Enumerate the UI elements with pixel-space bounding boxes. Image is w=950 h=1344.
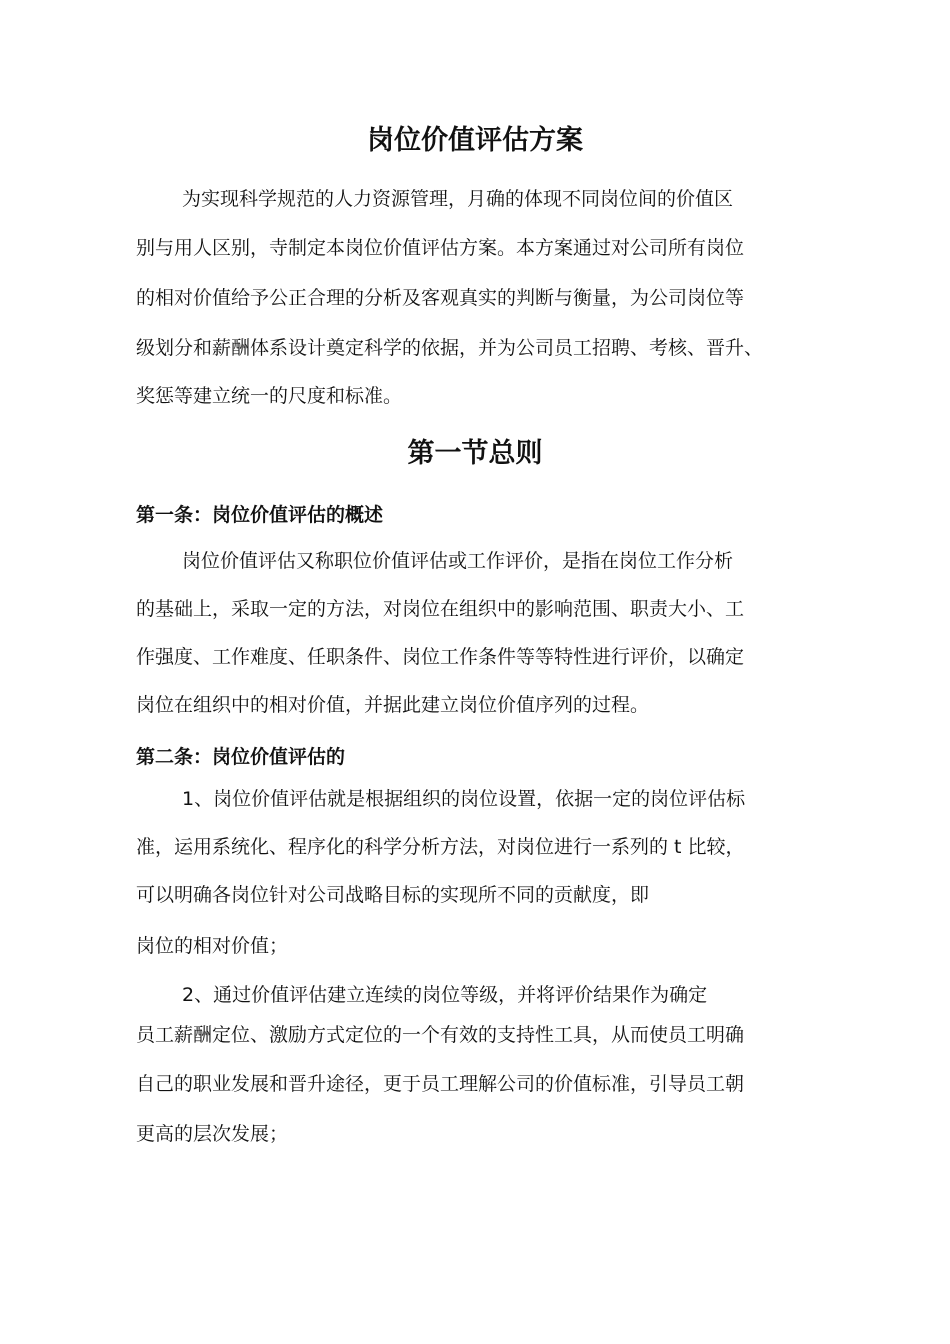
article2-heading: 第二条：岗位价值评估的 — [136, 746, 346, 768]
article2-line: 岗位的相对价值； — [136, 935, 289, 957]
article2-line: 可以明确各岗位针对公司战略目标的实现所不同的贡献度，即 — [136, 884, 650, 906]
article2-line: 自己的职业发展和晋升途径，更于员工理解公司的价值标准，引导员工朝 — [136, 1073, 745, 1095]
intro-line: 的相对价值给予公正合理的分析及客观真实的判断与衡量，为公司岗位等 — [136, 287, 745, 309]
article2-line: 员工薪酬定位、激励方式定位的一个有效的支持性工具，从而使员工明确 — [136, 1024, 745, 1046]
article1-line: 岗位价值评估又称职位价值评估或工作评价，是指在岗位工作分析 — [182, 550, 734, 572]
article1-heading: 第一条：岗位价值评估的概述 — [136, 504, 384, 526]
intro-line: 为实现科学规范的人力资源管理，月确的体现不同岗位间的价值区 — [182, 188, 734, 210]
article2-line: 2、通过价值评估建立连续的岗位等级，并将评价结果作为确定 — [182, 984, 708, 1006]
article1-line: 的基础上，采取一定的方法，对岗位在组织中的影响范围、职责大小、工 — [136, 598, 745, 620]
article2-line: 更高的层次发展； — [136, 1123, 289, 1145]
article2-line: 1、岗位价值评估就是根据组织的岗位设置，依据一定的岗位评估标 — [182, 788, 746, 810]
document-title: 岗位价值评估方案 — [367, 125, 583, 156]
article2-line: 准，运用系统化、程序化的科学分析方法，对岗位进行一系列的 t 比较， — [136, 836, 745, 858]
intro-line: 别与用人区别，寺制定本岗位价值评估方案。本方案通过对公司所有岗位 — [136, 237, 745, 259]
intro-line: 级划分和薪酬体系设计奠定科学的依据，并为公司员工招聘、考核、晋升、 — [136, 337, 764, 359]
section-title: 第一节总则 — [407, 438, 543, 469]
article1-line: 作强度、工作难度、任职条件、岗位工作条件等等特性进行评价，以确定 — [136, 646, 745, 668]
intro-line: 奖惩等建立统一的尺度和标准。 — [136, 385, 403, 407]
article1-line: 岗位在组织中的相对价值，并据此建立岗位价值序列的过程。 — [136, 694, 650, 716]
